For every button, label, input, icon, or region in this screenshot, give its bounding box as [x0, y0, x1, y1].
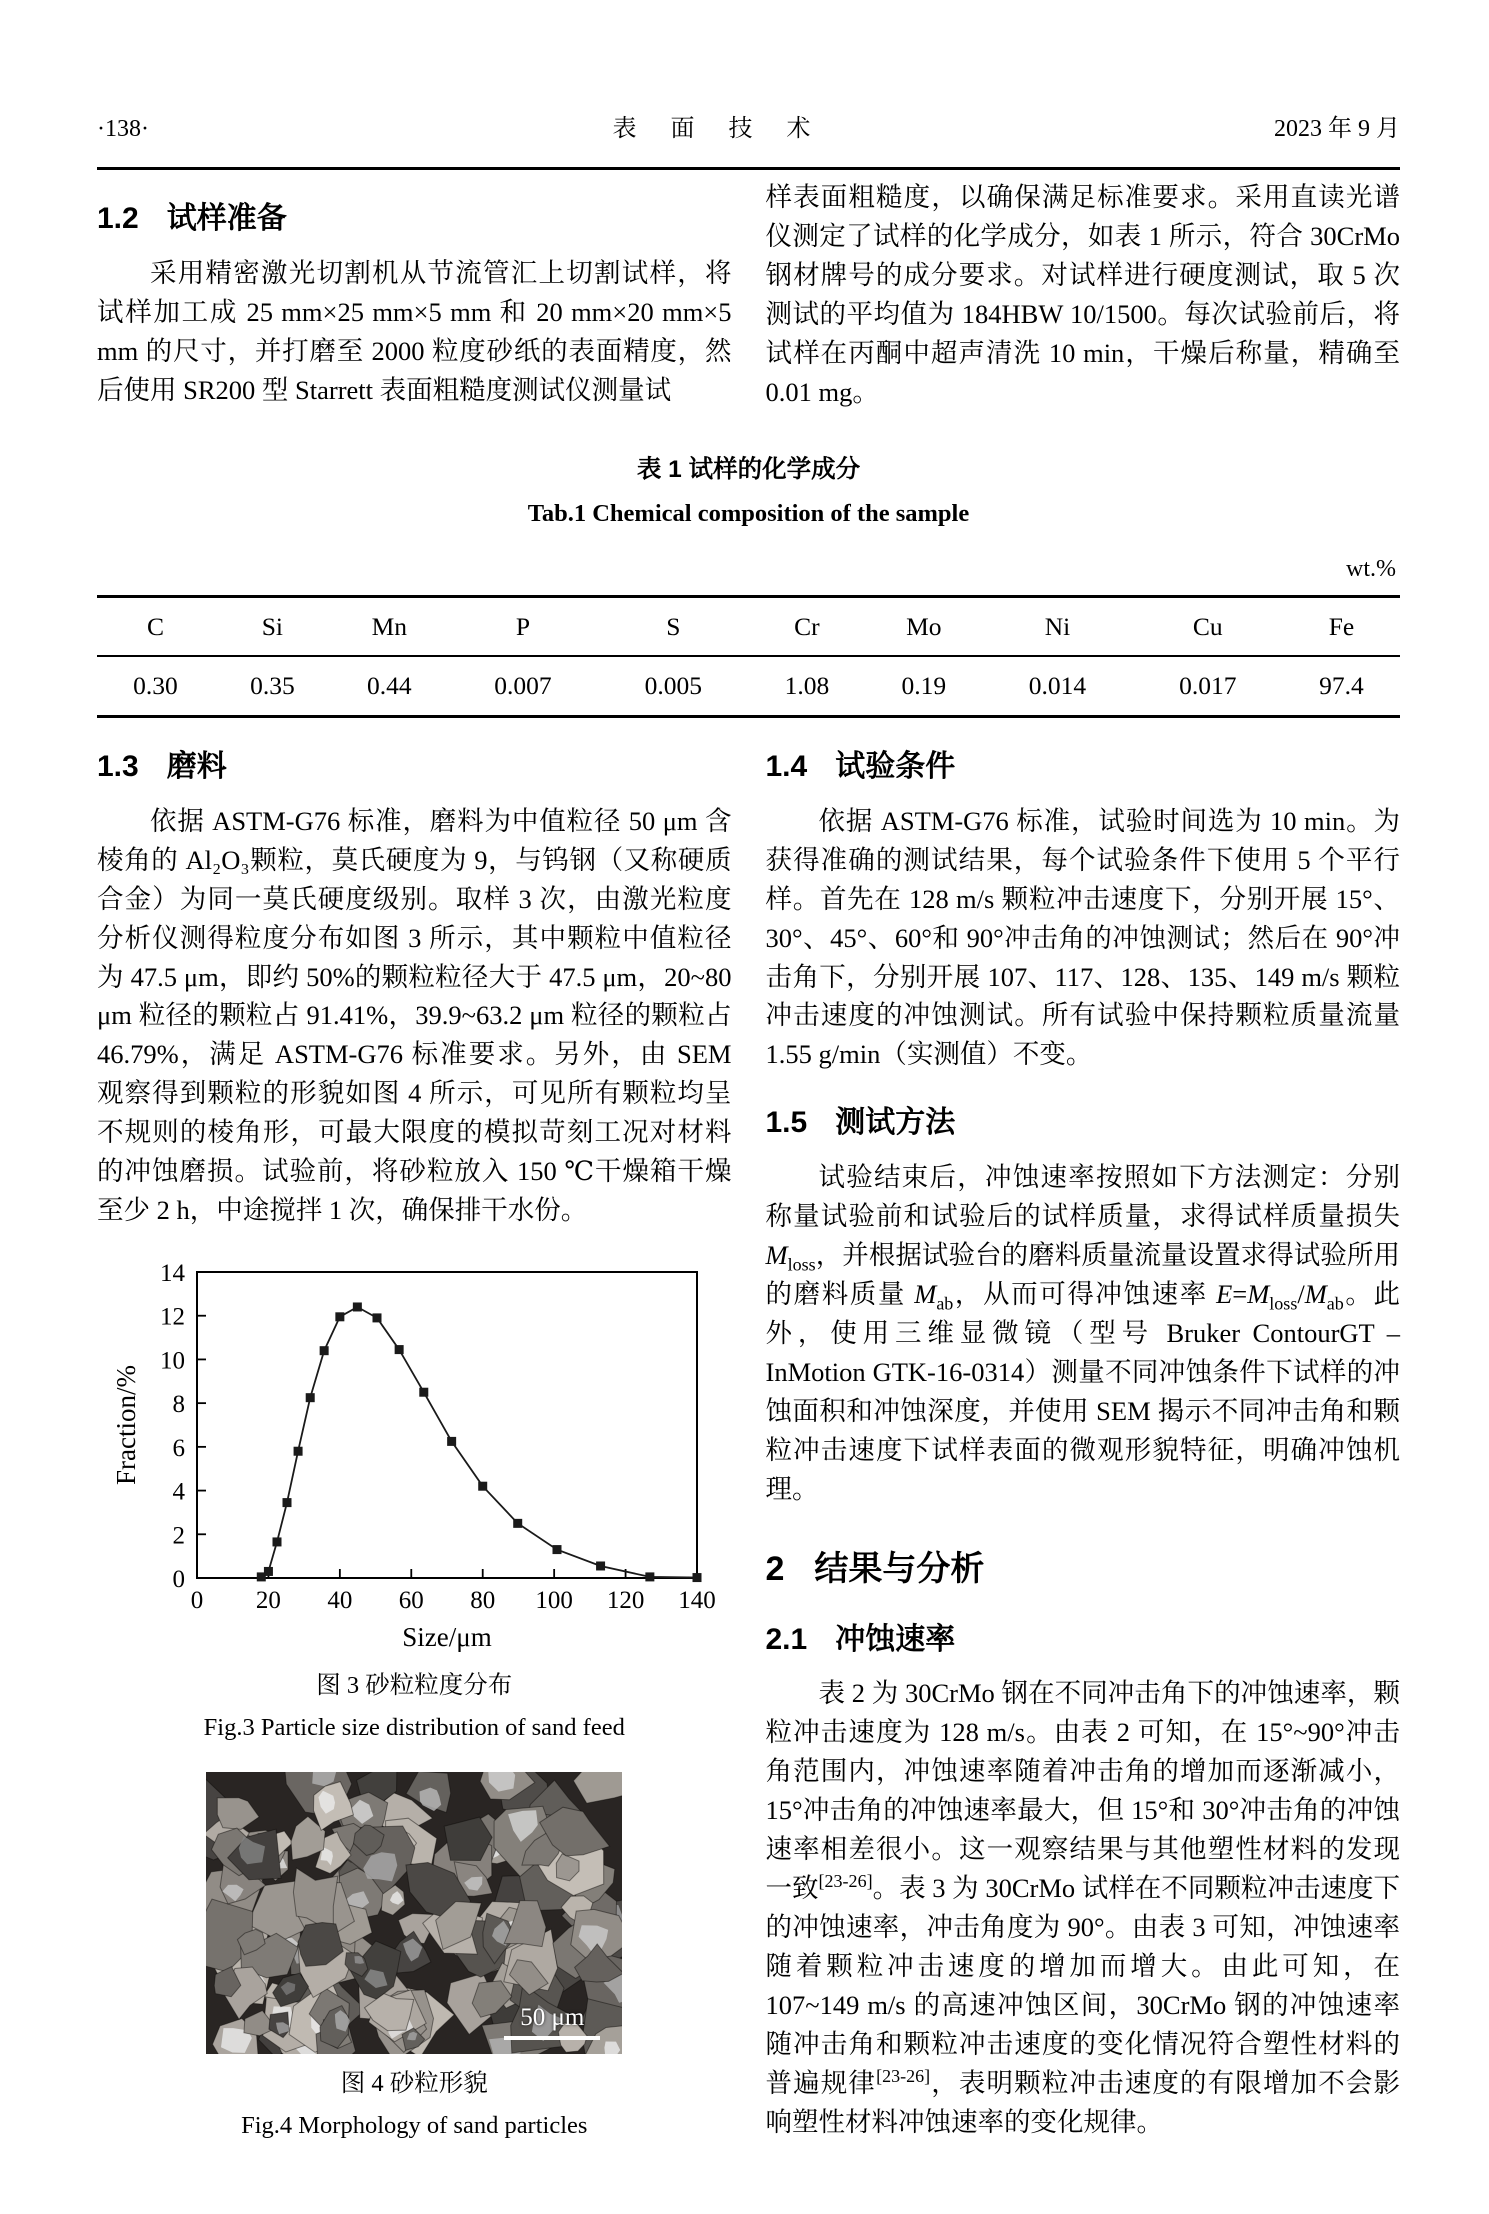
section-number: 1.4: [765, 750, 808, 784]
fig4-caption-en: Fig.4 Morphology of sand particles: [241, 2112, 588, 2140]
table1-value-row: [97, 656, 1400, 717]
section-title: 冲蚀速率: [835, 1622, 956, 1656]
section-title: 结果与分析: [814, 1550, 985, 1589]
table1-value-cell: 0.30: [133, 670, 178, 700]
section-heading-1-4: [766, 748, 1401, 786]
fig3-caption-en: Fig.3 Particle size distribution of sand feed: [203, 1714, 625, 1742]
right-column: [766, 718, 1401, 2144]
issue-date: 2023 年 9 月: [1273, 116, 1400, 142]
table1-header-cell: Ni: [982, 597, 1132, 656]
fig4-scale-label: 50 μm: [520, 2003, 585, 2031]
svg-text:0: 0: [191, 1587, 204, 1615]
table1-header-cell: Cu: [1133, 597, 1283, 656]
section-title: 磨料: [166, 750, 227, 784]
svg-text:140: 140: [678, 1587, 716, 1615]
table1-header-row: [97, 597, 1400, 656]
lower-band: [97, 718, 1400, 2144]
table1-value-cell: 0.007: [494, 670, 552, 700]
svg-text:Size/μm: Size/μm: [402, 1622, 492, 1653]
svg-text:10: 10: [160, 1347, 186, 1375]
svg-text:100: 100: [535, 1587, 574, 1615]
section-heading-2: [766, 1548, 1401, 1591]
paragraph-1-2-continued: 样表面粗糙度，以确保满足标准要求。采用直读光谱仪测定了试样的化学成分，如表 1 所示，符合 30CrMo 钢材牌号的成分要求。对试样进行硬度测试，取 5 次测试的平均值为 184HBW 10/1500。每次试验前后，将试样在丙酮中超声清洗 10 min，干燥后称量，精确至 0.01 mg。: [765, 182, 1400, 408]
svg-text:8: 8: [172, 1391, 186, 1419]
table1-header-cell: P: [448, 597, 598, 656]
table1-header-cell: Si: [214, 597, 331, 656]
table1-title-zh: 表 1 试样的化学成分: [636, 455, 861, 483]
svg-text:Fraction/%: Fraction/%: [111, 1365, 142, 1486]
table1-value-cell: 0.35: [250, 670, 295, 700]
svg-text:80: 80: [470, 1587, 496, 1615]
table1-value-cell: 1.08: [784, 670, 830, 700]
svg-text:6: 6: [172, 1435, 186, 1463]
table1-unit-label: wt.%: [1346, 555, 1396, 582]
page-header: [97, 112, 1400, 147]
svg-text:120: 120: [607, 1587, 645, 1615]
table1-header-cell: Fe: [1283, 597, 1400, 656]
svg-text:2: 2: [172, 1522, 186, 1550]
table1-chemical-composition: [97, 595, 1400, 718]
section-number: 2: [765, 1550, 785, 1589]
section-title: 试验条件: [835, 750, 956, 784]
fig3-caption-zh: 图 3 砂粒粒度分布: [316, 1672, 513, 1700]
paragraph-1-2: 采用精密激光切割机从节流管汇上切割试样，将试样加工成 25 mm×25 mm×5 mm 和 20 mm×20 mm×5 mm 的尺寸，并打磨至 2000 粒度砂纸的表面精度，然后使用 SR200 型 Starrett 表面粗糙度测试仪测量试: [97, 257, 732, 405]
fig4-scale-bar: [504, 2004, 600, 2041]
svg-text:60: 60: [399, 1587, 425, 1615]
table1-value-cell: 0.005: [644, 670, 702, 700]
section-number: 1.3: [97, 750, 139, 784]
paragraph-1-5: 试验结束后，冲蚀速率按照如下方法测定：分别称量试验前和试验后的试样质量，求得试样质量损失 $M_{loss}$，并根据试验台的磨料质量流量设置求得试验所用的磨料质量 $M_{ab}$，从而可得冲蚀速率 $E=M_{loss}/M_{ab}$。此外，使用三维显微镜（型号 Bruker ContourGT – InMotion GTK-16-0314）测量不同冲蚀条件下试样的冲蚀面积和冲蚀深度，并使用 SEM 揭示不同冲击角和颗粒冲击速度下试样表面的微观形貌特征，明确冲蚀机理。: [765, 1161, 1401, 1504]
section-title: 试样准备: [166, 202, 287, 236]
fig4-scale-line: [504, 2036, 600, 2040]
table1-header-cell: Mn: [331, 597, 448, 656]
figure-4: [97, 1772, 732, 2144]
paragraph-1-4: 依据 ASTM-G76 标准，试验时间选为 10 min。为获得准确的测试结果，每个试验条件下使用 5 个平行样。首先在 128 m/s 颗粒冲击速度下，分别开展 15°、30°、45°、60°和 90°冲击角的冲蚀测试；然后在 90°冲击角下，分别开展 107、117、128、135、149 m/s 颗粒冲击速度的冲蚀测试。所有试验中保持颗粒质量流量 1.55 g/min（实测值）不变。: [765, 805, 1401, 1070]
fig4-caption-zh: 图 4 砂粒形貌: [340, 2070, 488, 2098]
paragraph-1-3: 依据 ASTM-G76 标准，磨料为中值粒径 50 μm 含棱角的 Al₂O₃颗粒，莫氏硬度为 9，与钨钢（又称硬质合金）为同一莫氏硬度级别。取样 3 次，由激光粒度分析仪测得粒度分布如图 3 所示，其中颗粒中值粒径为 47.5 μm，即约 50%的颗粒粒径大于 47.5 μm，20~80 μm 粒径的颗粒占 91.41%，39.9~63.2 μm 粒径的颗粒占 46.79%，满足 ASTM-G76 标准要求。另外，由 SEM 观察得到颗粒的形貌如图 4 所示，可见所有颗粒均呈不规则的棱角形，可最大限度的模拟苛刻工况对材料的冲蚀磨损。试验前，将砂粒放入 150 ℃干燥箱干燥至少 2 h，中途搅拌 1 次，确保排干水份。: [97, 805, 732, 1226]
journal-title: 表 面 技 术: [612, 116, 825, 142]
fig3-chart: [97, 1256, 732, 1656]
svg-text:12: 12: [160, 1303, 186, 1331]
section-heading-1-5: [766, 1104, 1401, 1142]
table1-value-cell: 0.44: [366, 670, 412, 700]
svg-text:0: 0: [172, 1566, 186, 1594]
figure-3: [97, 1256, 732, 1746]
left-column-top: [97, 170, 732, 412]
section-heading-2-1: [766, 1621, 1401, 1659]
table1-header-cell: C: [97, 597, 214, 656]
table1-value-cell: 0.014: [1028, 670, 1087, 700]
table1-header-cell: S: [598, 597, 748, 656]
svg-text:14: 14: [160, 1260, 186, 1288]
paragraph-2-1: 表 2 为 30CrMo 钢在不同冲击角下的冲蚀速率，颗粒冲击速度为 128 m/s。由表 2 可知，在 15°~90°冲击角范围内，冲蚀速率随着冲击角的增加而逐渐减小，15°冲击角的冲蚀速率最大，但 15°和 30°冲击角的冲蚀速率相差很小。这一观察结果与其他塑性材料的发现一致[23-26]。表 3 为 30CrMo 试样在不同颗粒冲击速度下的冲蚀速率，冲击角度为 90°。由表 3 可知，冲蚀速率随着颗粒冲击速度的增加而增大。由此可知，在 107~149 m/s 的高速冲蚀区间，30CrMo 钢的冲蚀速率随冲击角和颗粒冲击速度的变化情况符合塑性材料的普遍规律[23-26]，表明颗粒冲击速度的有限增加不会影响塑性材料冲蚀速率的变化规律。: [765, 1678, 1401, 2137]
table1-value-cell: 0.017: [1179, 670, 1237, 700]
section-heading-1-3: [97, 748, 732, 786]
svg-text:20: 20: [256, 1587, 282, 1615]
section-number: 2.1: [765, 1622, 808, 1656]
table1-title-en: Tab.1 Chemical composition of the sample: [527, 499, 970, 527]
table1-value-cell: 0.19: [901, 670, 947, 700]
section-heading-1-2: [97, 200, 732, 238]
table1-header-cell: Cr: [748, 597, 865, 656]
svg-text:4: 4: [172, 1478, 186, 1506]
table1-block: [97, 452, 1400, 718]
section-number: 1.5: [765, 1106, 808, 1140]
right-column-top: [766, 170, 1401, 412]
table1-header-cell: Mo: [865, 597, 982, 656]
section-number: 1.2: [97, 202, 139, 236]
table1-value-cell: 97.4: [1319, 670, 1364, 700]
section-title: 测试方法: [835, 1106, 956, 1140]
fig3-chart-svg: [109, 1256, 719, 1656]
fig4-sem-image: [206, 1772, 622, 2054]
page-number: ·138·: [97, 116, 149, 142]
svg-text:40: 40: [327, 1587, 353, 1615]
top-band: [97, 170, 1400, 412]
left-column: [97, 718, 732, 2144]
